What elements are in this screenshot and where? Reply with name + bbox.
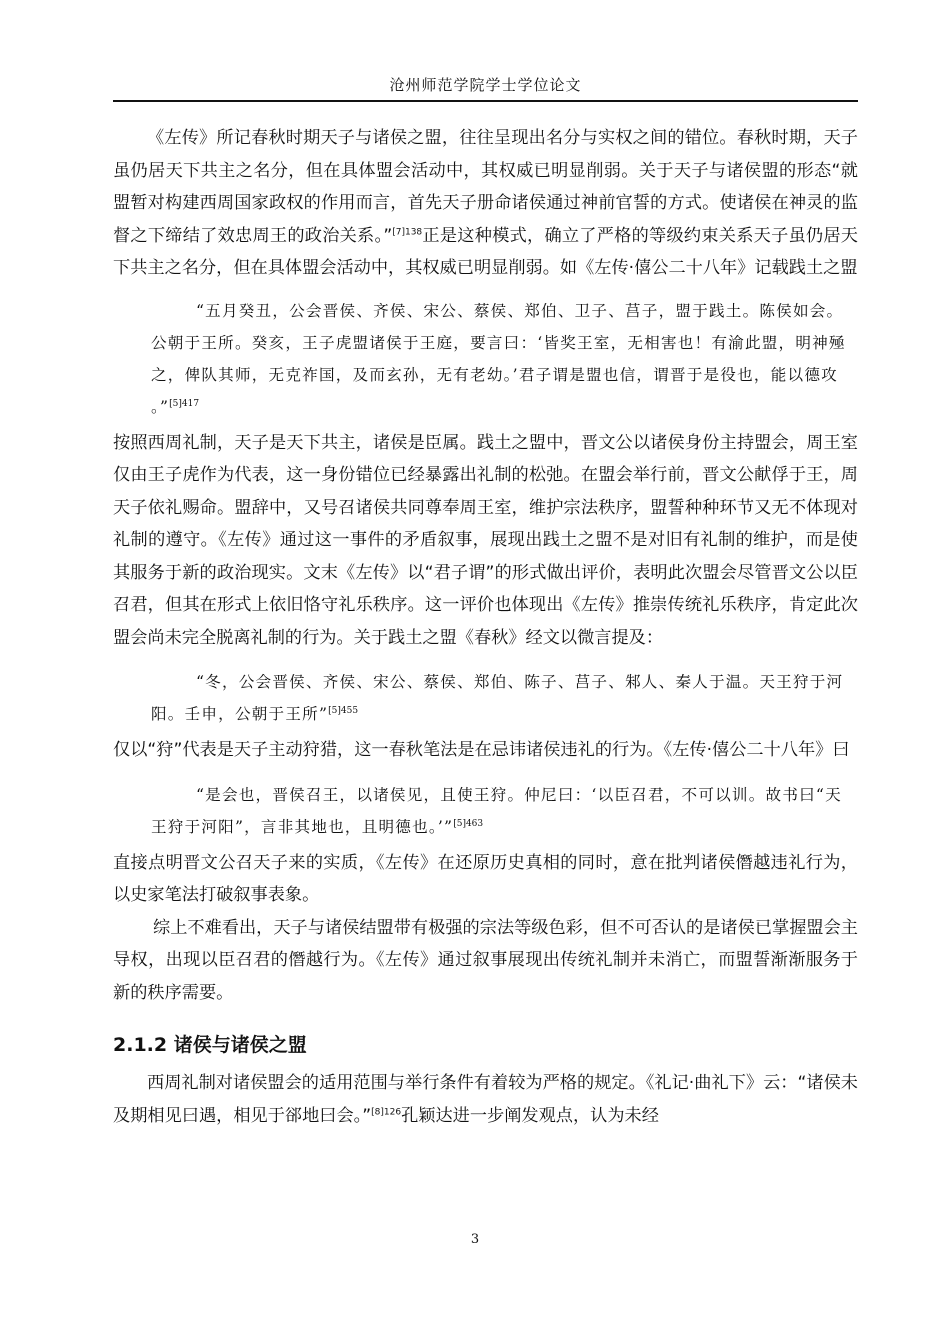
citation-5a: [5]417 (169, 398, 200, 409)
quote-1-text: “五月癸丑，公会晋侯、齐侯、宋公、蔡侯、郑伯、卫子、莒子，盟于践土。陈侯如会。公朝于王所。癸亥，王子虎盟诸侯于王庭，要言曰：‘皆奖王室，无相害也！有渝此盟，明神殛之，俾队其师，无克祚国，及而玄孙，无有老幼。’君子谓是盟也信，谓晋于是役也，能以德攻 。” (151, 301, 846, 416)
running-header: 沧州师范学院学士学位论文 (389, 76, 582, 94)
paragraph-1-continuation: 正是这种模式，确立了严格的等级约束关系天子虽仍居天下共主之名分，但在具体盟会活动中，其权威已明显削弱。如《左传·僖公二十八年》记载践土之盟 (113, 225, 858, 278)
paper-body (113, 122, 858, 1132)
quote-3-text: “是会也，晋侯召王，以诸侯见，且使王狩。仲尼曰：‘以臣召君，不可以训。故书曰“天王狩于河阳”，言非其地也，且明德也。’” (151, 785, 842, 836)
quote-2-text: “冬，公会晋侯、齐侯、宋公、蔡侯、郑伯、陈子、莒子、邾人、秦人于温。天王狩于河阳。壬申，公朝于王所” (151, 673, 844, 723)
citation-5b: [5]455 (328, 705, 359, 716)
quote-2 (151, 666, 858, 730)
paragraph-3: 仅以“狩”代表是天子主动狩猎，这一春秋笔法是在忌讳诸侯违礼的行为。《左传·僖公二十八年》曰 (113, 740, 850, 760)
paragraph-1 (113, 122, 858, 285)
paragraph-6 (113, 1067, 858, 1132)
paragraph-5: 综上不难看出，天子与诸侯结盟带有极强的宗法等级色彩，但不可否认的是诸侯已掌握盟会主导权，出现以臣召君的僭越行为。《左传》通过叙事展现出传统礼制并未消亡，而盟誓渐渐服务于新的秩序需要。 (113, 917, 858, 1003)
paragraph-1-text: 《左传》所记春秋时期天子与诸侯之盟，往往呈现出名分与实权之间的错位。春秋时期，天子虽仍居天下共主之名分，但在具体盟会活动中，其权威已明显削弱。关于天子与诸侯盟的形态“就盟暂对构建西周国家政权的作用而言，首先天子册命诸侯通过神前官誓的方式。使诸侯在神灵的监督之下缔结了效忠周王的政治关系。” (113, 128, 858, 246)
citation-5c: [5]463 (453, 818, 484, 829)
header-rule (113, 100, 858, 102)
paragraph-6-text: 西周礼制对诸侯盟会的适用范围与举行条件有着较为严格的规定。《礼记·曲礼下》云：“诸侯未及期相见曰遇，相见于郤地曰会。” (113, 1073, 858, 1126)
quote-1 (151, 295, 858, 423)
paragraph-6-continuation: 孔颖达进一步阐发观点，认为未经 (401, 1105, 659, 1126)
section-heading: 2.1.2 诸侯与诸侯之盟 (113, 1034, 307, 1056)
page-number: 3 (470, 1232, 480, 1247)
paragraph-2: 按照西周礼制，天子是天下共主，诸侯是臣属。践土之盟中，晋文公以诸侯身份主持盟会，周王室仅由王子虎作为代表，这一身份错位已经暴露出礼制的松弛。在盟会举行前，晋文公献俘于王，周天子依礼赐命。盟辞中，又号召诸侯共同尊奉周王室，维护宗法秩序，盟誓种种环节又无不体现对礼制的遵守。《左传》通过这一事件的矛盾叙事，展现出践土之盟不是对旧有礼制的维护，而是使其服务于新的政治现实。文末《左传》以“君子谓”的形式做出评价，表明此次盟会尽管晋文公以臣召君，但其在形式上依旧恪守礼乐秩序。这一评价也体现出《左传》推崇传统礼乐秩序，肯定此次盟会尚未完全脱离礼制的行为。关于践土之盟《春秋》经文以微言提及： (113, 432, 858, 648)
quote-3 (151, 779, 858, 843)
paragraph-4: 直接点明晋文公召天子来的实质，《左传》在还原历史真相的同时，意在批判诸侯僭越违礼行为，以史家笔法打破叙事表象。 (113, 852, 858, 905)
citation-8: [8]126 (371, 1106, 402, 1117)
citation-7: [7]138 (392, 226, 423, 237)
